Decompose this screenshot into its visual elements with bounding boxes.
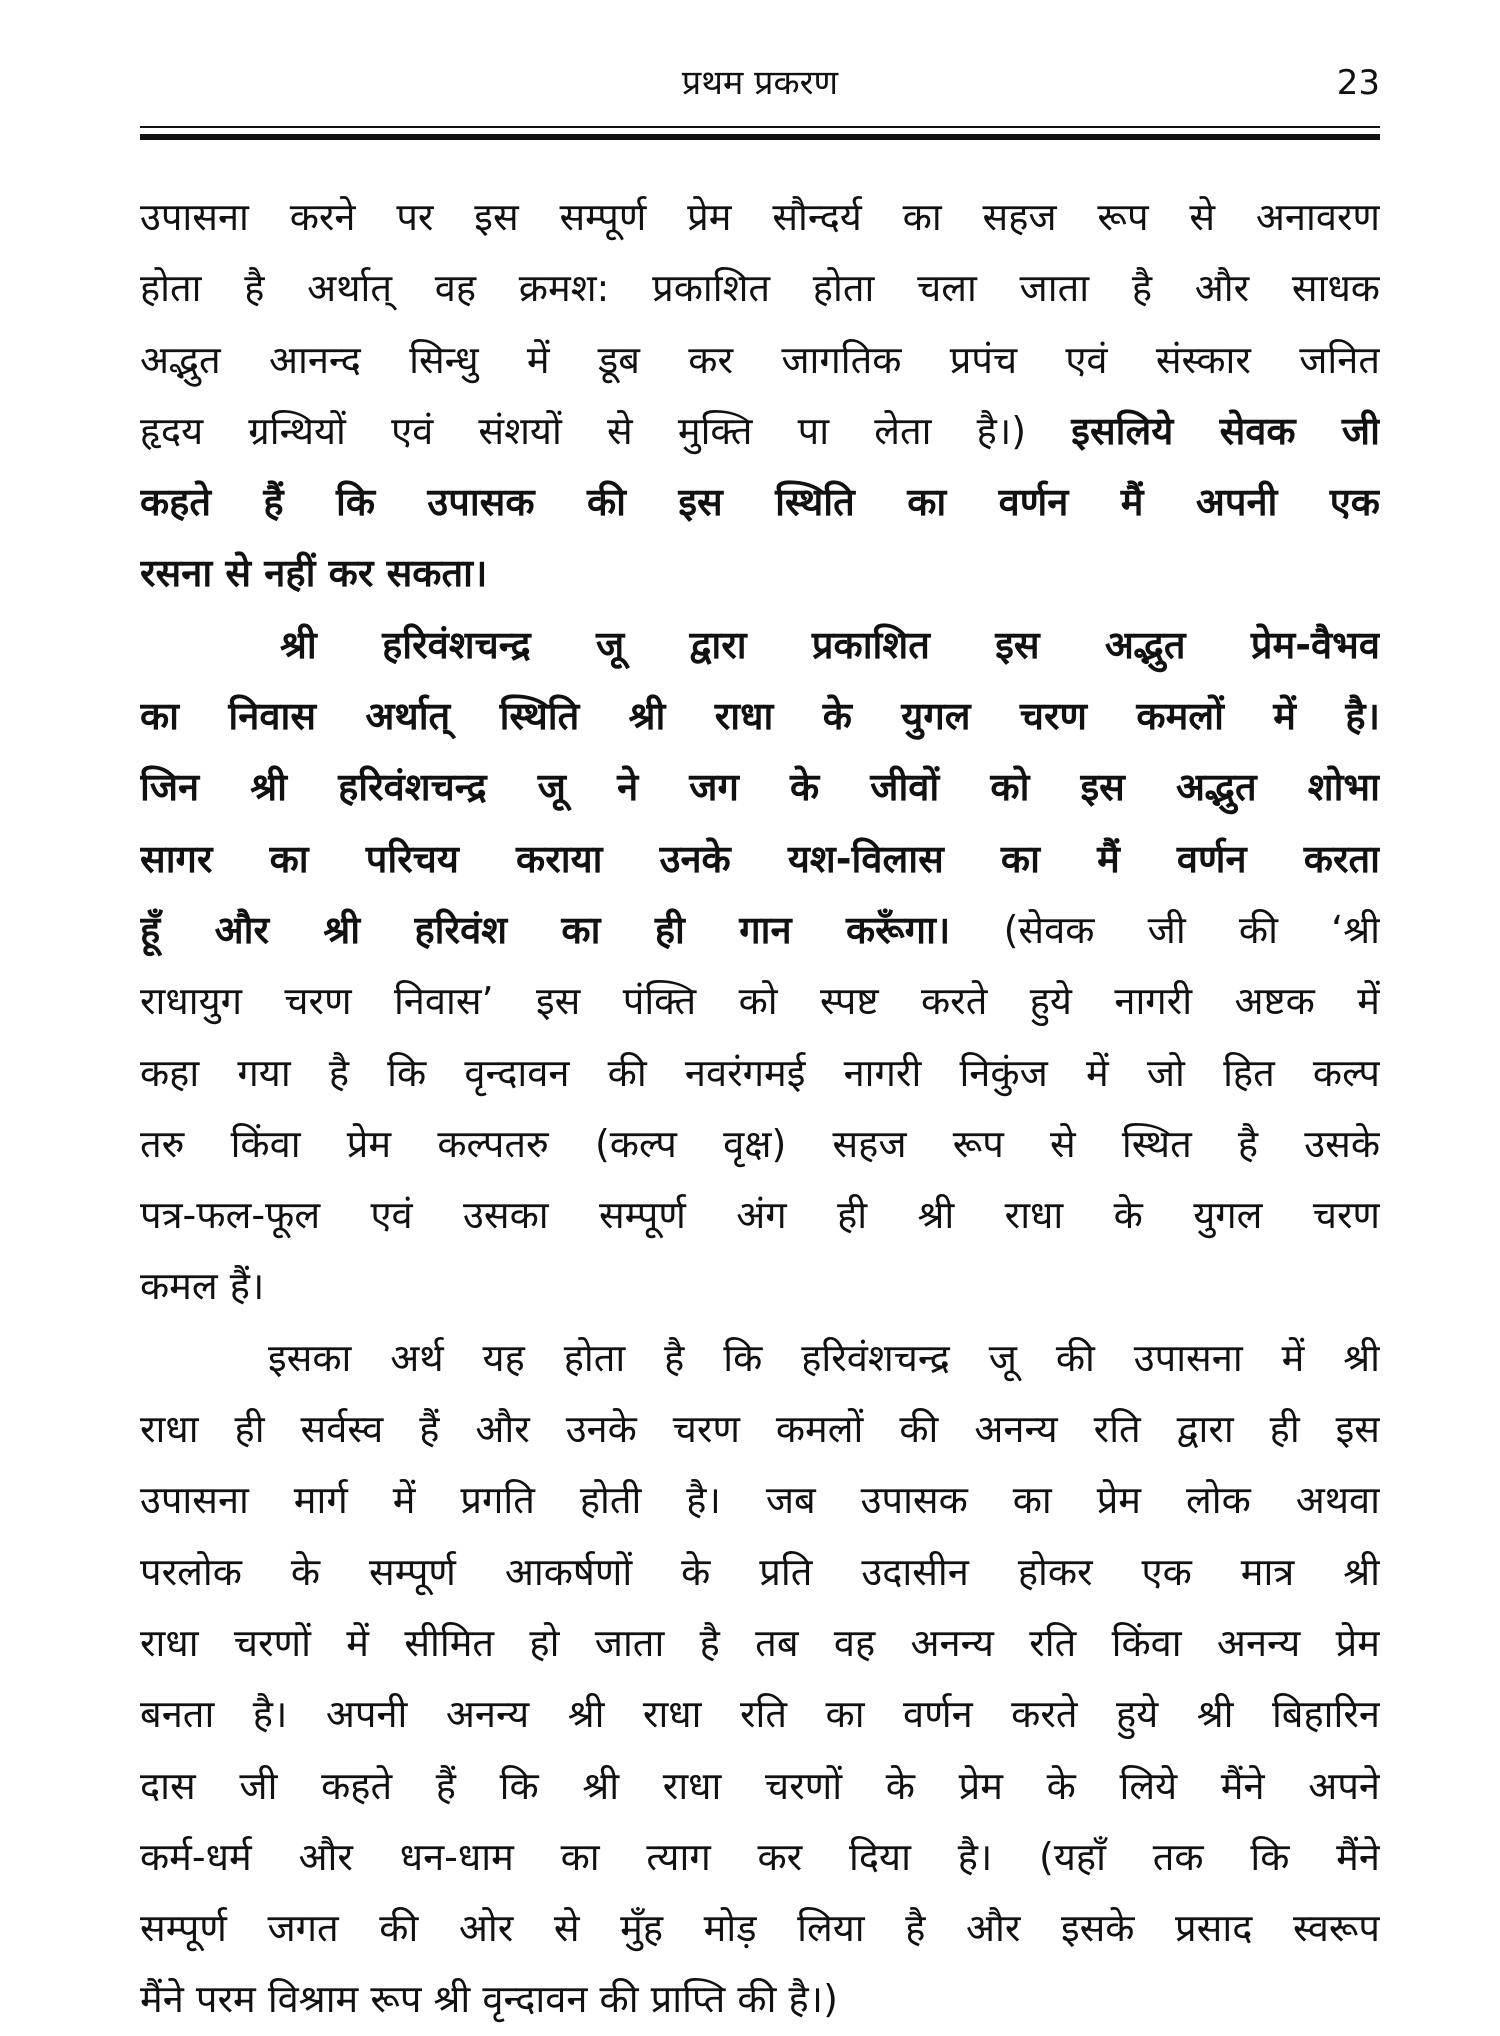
bold-text-run: इसलिये सेवक जी	[1071, 408, 1380, 453]
text-line: तरु किंवा प्रेम कल्पतरु (कल्प वृक्ष) सहज रूप से स्थित है उसके	[140, 1121, 1380, 1166]
body-text	[140, 182, 1380, 2036]
bold-text-line: रसना से नहीं कर सकता।	[140, 551, 488, 596]
text-line: कमल हैं।	[140, 1264, 265, 1309]
text-line: राधायुग चरण निवास’ इस पंक्ति को स्पष्ट करते हुये नागरी अष्टक में	[140, 979, 1380, 1024]
text-line: दास जी कहते हैं कि श्री राधा चरणों के प्रेम के लिये मैंने अपने	[140, 1763, 1380, 1808]
bold-text-line: का निवास अर्थात् स्थिति श्री राधा के युगल चरण कमलों में है।	[140, 694, 1380, 739]
text-line: पत्र-फल-फूल एवं उसका सम्पूर्ण अंग ही श्री राधा के युगल चरण	[140, 1193, 1380, 1238]
bold-text-line: सागर का परिचय कराया उनके यश-विलास का मैं वर्णन करता	[140, 836, 1380, 881]
bold-text-line: जिन श्री हरिवंशचन्द्र जू ने जग के जीवों को इस अद्भुत शोभा	[140, 765, 1380, 810]
page-number: 23	[1336, 63, 1380, 103]
text-line-mixed	[140, 396, 1380, 467]
text-line: अद्भुत आनन्द सिन्धु में डूब कर जागतिक प्रपंच एवं संस्कार जनित	[140, 337, 1380, 382]
text-run: हृदय ग्रन्थियों एवं संशयों से मुक्ति पा लेता है।)	[140, 408, 1027, 453]
header-rule-thick	[140, 134, 1380, 140]
text-line: परलोक के सम्पूर्ण आकर्षणों के प्रति उदासीन होकर एक मात्र श्री	[140, 1549, 1380, 1594]
text-line: मैंने परम विश्राम रूप श्री वृन्दावन की प्राप्ति की है।)	[140, 1977, 838, 2022]
text-line: कर्म-धर्म और धन-धाम का त्याग कर दिया है। (यहाँ तक कि मैंने	[140, 1834, 1380, 1879]
text-run: (सेवक जी की ‘श्री	[1003, 907, 1380, 952]
text-line: होता है अर्थात् वह क्रमश: प्रकाशित होता चला जाता है और साधक	[140, 266, 1380, 311]
bold-text-run: हूँ और श्री हरिवंश का ही गान करूँगा।	[140, 907, 951, 952]
bold-text-line: कहते हैं कि उपासक की इस स्थिति का वर्णन मैं अपनी एक	[140, 480, 1380, 525]
running-header	[140, 58, 1380, 118]
text-line: इसका अर्थ यह होता है कि हरिवंशचन्द्र जू की उपासना में श्री	[268, 1335, 1380, 1380]
text-line: सम्पूर्ण जगत की ओर से मुँह मोड़ लिया है और इसके प्रसाद स्वरूप	[140, 1906, 1380, 1951]
paragraph-1	[140, 182, 1380, 610]
bold-text-line: श्री हरिवंशचन्द्र जू द्वारा प्रकाशित इस अद्भुत प्रेम-वैभव	[280, 622, 1380, 667]
paragraph-2	[140, 610, 1380, 1323]
paragraph-3	[140, 1323, 1380, 2036]
text-line: उपासना मार्ग में प्रगति होती है। जब उपासक का प्रेम लोक अथवा	[140, 1478, 1380, 1523]
text-line: उपासना करने पर इस सम्पूर्ण प्रेम सौन्दर्य का सहज रूप से अनावरण	[140, 195, 1380, 239]
chapter-title: प्रथम प्रकरण	[681, 63, 839, 103]
text-line: बनता है। अपनी अनन्य श्री राधा रति का वर्णन करते हुये श्री बिहारिन	[140, 1692, 1380, 1737]
text-line: राधा ही सर्वस्व हैं और उनके चरण कमलों की अनन्य रति द्वारा ही इस	[140, 1407, 1380, 1452]
text-line-mixed	[140, 895, 1380, 966]
header-rule-thin	[140, 126, 1380, 128]
text-line: राधा चरणों में सीमित हो जाता है तब वह अनन्य रति किंवा अनन्य प्रेम	[140, 1620, 1380, 1665]
text-line: कहा गया है कि वृन्दावन की नवरंगमई नागरी निकुंज में जो हित कल्प	[140, 1050, 1380, 1095]
